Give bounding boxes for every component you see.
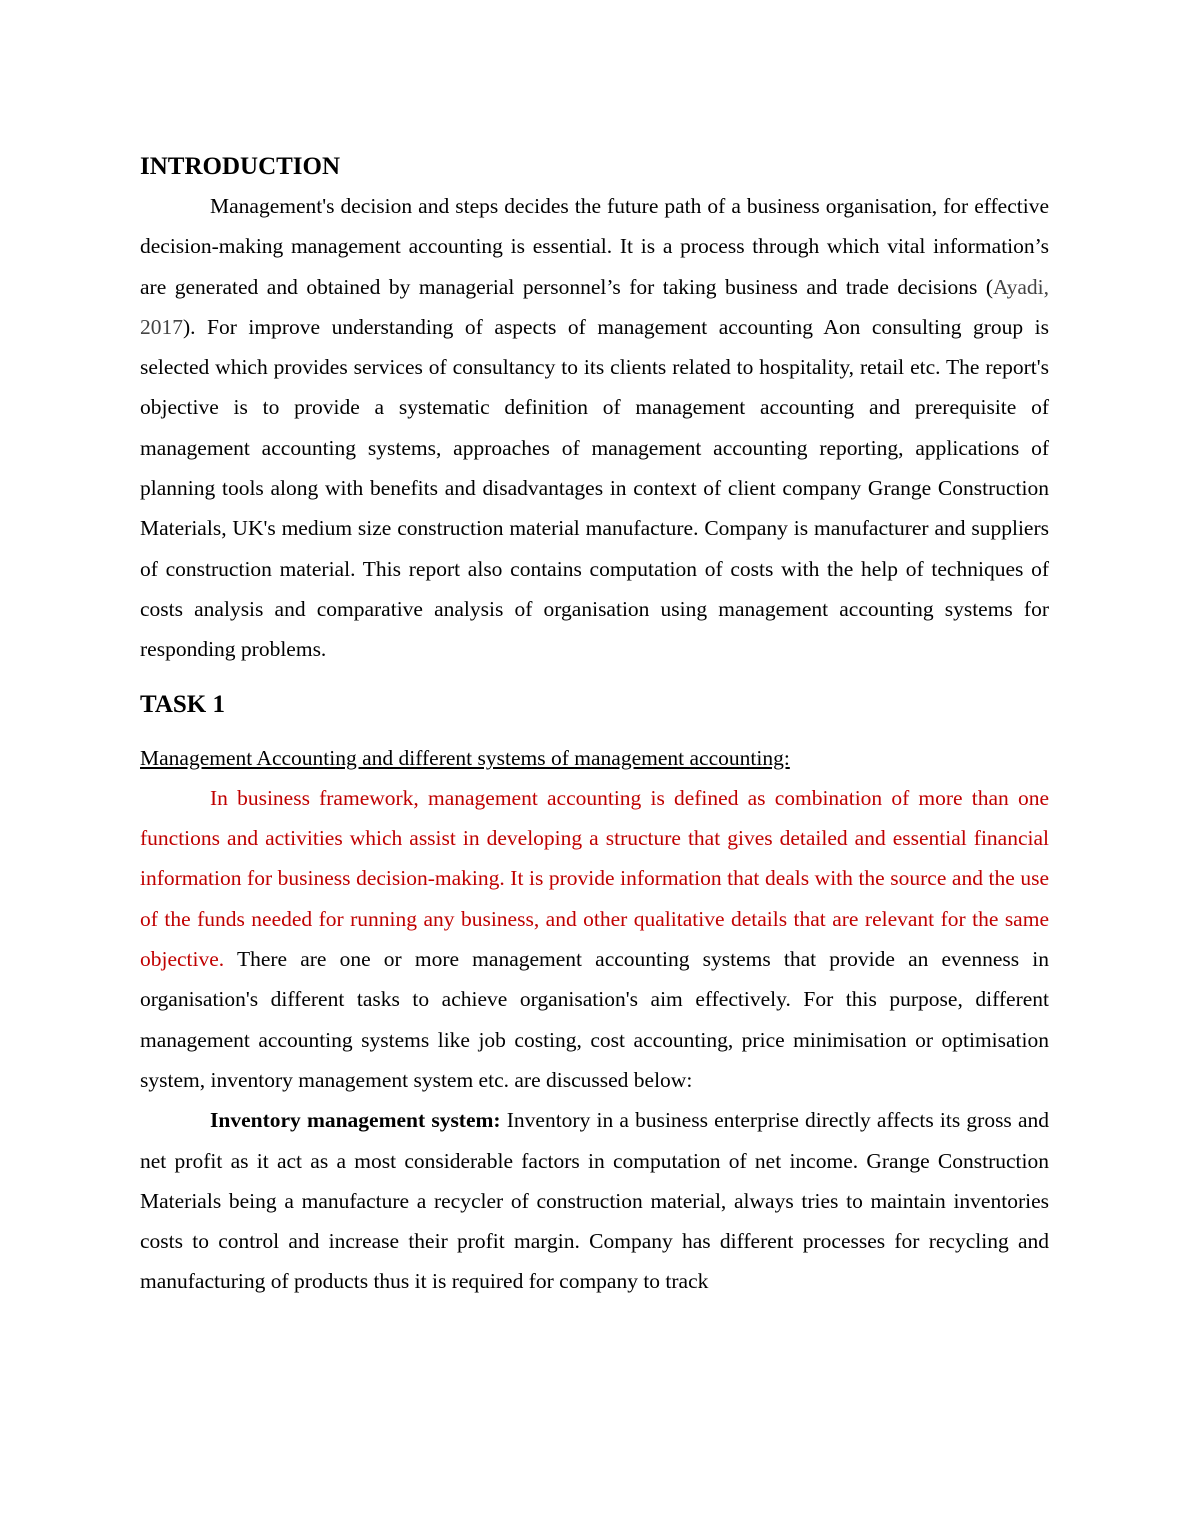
introduction-heading: INTRODUCTION <box>140 153 341 180</box>
intro-text-part-1: Management's decision and steps decides the future path of a business organisation, for effective decision-making management accounting is essential. It is a process through which vital information’s are generated and obtained by managerial personnel’s for taking business and trade decisions ( <box>140 194 1049 299</box>
systems-overview-text: There are one or more management accounting systems that provide an evenness in organisation's different tasks to achieve organisation's aim effectively. For this purpose, different management accounting systems like job costing, cost accounting, price minimisation or optimisation system, inventory management system etc. are discussed below: <box>140 947 1049 1092</box>
document-page <box>140 150 1049 1302</box>
intro-citation: Ayadi, 2017 <box>140 274 1049 339</box>
task-1-heading: TASK 1 <box>140 690 225 718</box>
task-1-paragraph-1 <box>140 778 1049 1100</box>
introduction-paragraph <box>140 186 1049 670</box>
inventory-system-text: Inventory in a business enterprise directly affects its gross and net profit as it act as a most considerable factors in computation of net income. Grange Construction Materials being a manufacture a recycler of construction material, always tries to maintain inventories costs to control and increase their profit margin. Company has different processes for recycling and manufacturing of products thus it is required for company to track <box>140 1108 1050 1294</box>
intro-text-part-2: ). For improve understanding of aspects of management accounting Aon consulting group is selected which provides services of consultancy to its clients related to hospitality, retail etc. The report's objective is to provide a systematic definition of management accounting and prerequisite of management accounting systems, approaches of management accounting reporting, applications of planning tools along with benefits and disadvantages in context of client company Grange Construction Materials, UK's medium size construction material manufacture. Company is manufacturer and suppliers of construction material. This report also contains computation of costs with the help of techniques of costs analysis and comparative analysis of organisation using management accounting systems for responding problems. <box>140 314 1049 662</box>
highlighted-definition-text: In business framework, management accounting is defined as combination of more than one functions and activities which assist in developing a structure that gives detailed and essential financial information for business decision-making. It is provide information that deals with the source and the use of the funds needed for running any business, and other qualitative details that are relevant for the same objective. <box>140 785 1049 972</box>
task-1-paragraph-2 <box>140 1100 1049 1301</box>
inventory-system-label: Inventory management system: <box>210 1108 501 1133</box>
task-1-subheading: Management Accounting and different systems of management accounting: <box>140 745 790 770</box>
